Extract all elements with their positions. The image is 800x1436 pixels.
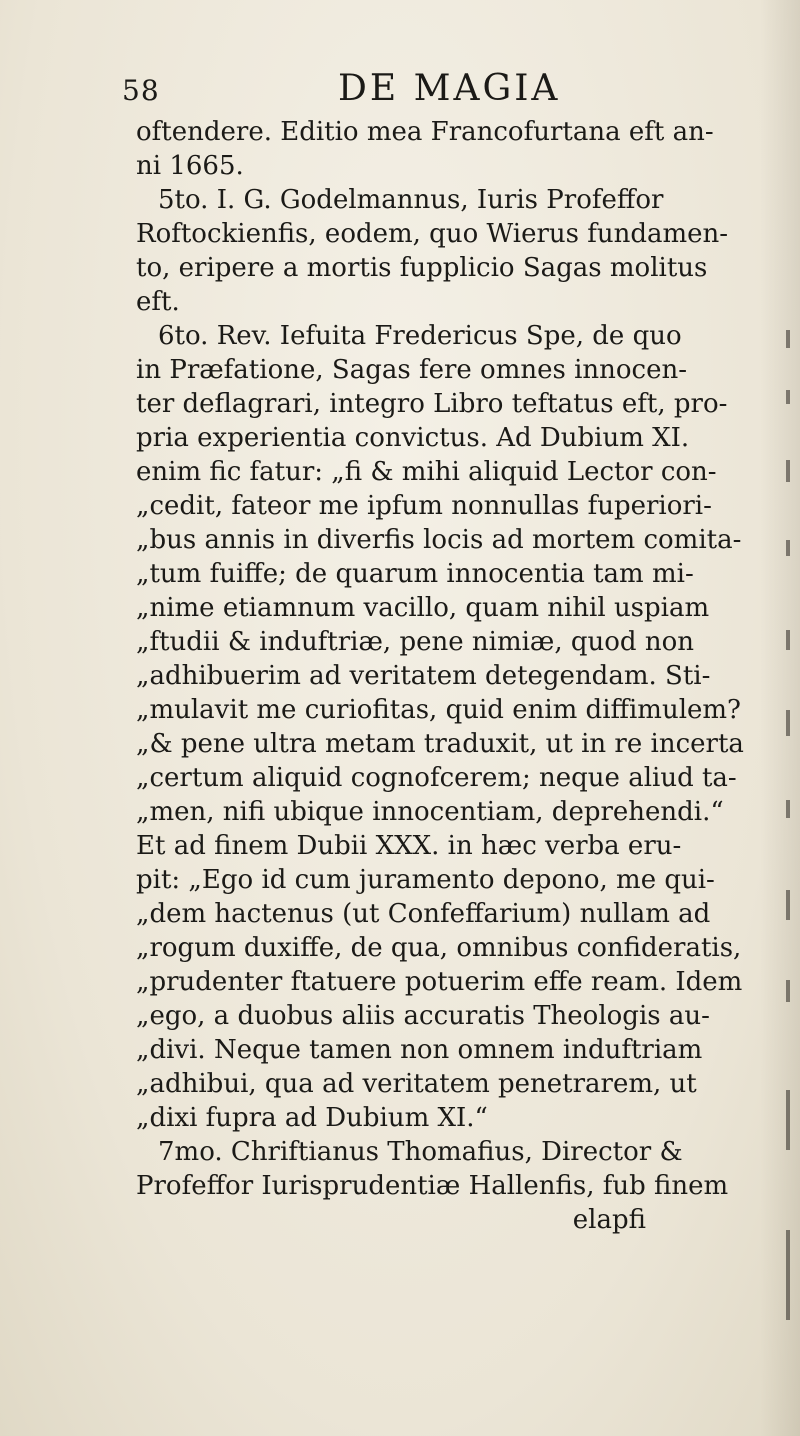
text-line: pit: „Ego id cum juramento depono, me qui- bbox=[136, 865, 715, 895]
text-line: pria experientia convictus. Ad Dubium XI. bbox=[136, 423, 690, 453]
text-line: „tum fuiffe; de quarum innocentia tam mi- bbox=[136, 559, 694, 589]
text-line: „adhibuerim ad veritatem detegendam. Sti- bbox=[136, 661, 711, 691]
text-line: „ego, a duobus aliis accuratis Theologis au- bbox=[136, 1001, 710, 1031]
text-line: oftendere. Editio mea Francofurtana eft an- bbox=[136, 117, 714, 147]
text-line: 5to. I. G. Godelmannus, Iuris Profeffor bbox=[158, 185, 664, 215]
text-line: „men, nifi ubique innocentiam, deprehendi.“ bbox=[136, 797, 724, 827]
page-number: 58 bbox=[122, 74, 160, 107]
text-line: „adhibui, qua ad veritatem penetrarem, ut bbox=[136, 1069, 697, 1099]
page-header bbox=[110, 68, 670, 108]
text-line: Et ad finem Dubii XXX. in hæc verba eru- bbox=[136, 831, 682, 861]
text-line: Profeffor Iurisprudentiæ Hallenfis, fub finem bbox=[136, 1171, 729, 1201]
text-line: Roftockienfis, eodem, quo Wierus fundamen- bbox=[136, 219, 729, 249]
text-line: „bus annis in diverfis locis ad mortem comita- bbox=[136, 525, 742, 555]
text-line: „ftudii & induftriæ, pene nimiæ, quod non bbox=[136, 627, 694, 657]
text-line: „dixi fupra ad Dubium XI.“ bbox=[136, 1103, 488, 1133]
body-text bbox=[136, 115, 776, 1237]
text-line: „divi. Neque tamen non omnem induftriam bbox=[136, 1035, 703, 1065]
text-line: „mulavit me curiofitas, quid enim diffimulem? bbox=[136, 695, 741, 725]
text-line: „prudenter ftatuere potuerim effe ream. Idem bbox=[136, 967, 743, 997]
text-line: ter deflagrari, integro Libro teftatus eft, pro- bbox=[136, 389, 728, 419]
text-line: „nime etiamnum vacillo, quam nihil uspiam bbox=[136, 593, 710, 623]
text-line: „cedit, fateor me ipfum nonnullas fuperiori- bbox=[136, 491, 712, 521]
binding-shadow-marks bbox=[786, 330, 792, 1330]
text-line: in Præfatione, Sagas fere omnes innocen- bbox=[136, 355, 688, 385]
text-line: eft. bbox=[136, 287, 180, 317]
text-line: „& pene ultra metam traduxit, ut in re incerta bbox=[136, 729, 744, 759]
text-line: „rogum duxiffe, de qua, omnibus confideratis, bbox=[136, 933, 742, 963]
text-line: 7mo. Chriftianus Thomafius, Director & bbox=[158, 1137, 683, 1167]
text-line: 6to. Rev. Iefuita Fredericus Spe, de quo bbox=[158, 321, 682, 351]
catchword: elapfi bbox=[572, 1205, 646, 1235]
running-head: DE MAGIA bbox=[338, 68, 561, 109]
text-line: ni 1665. bbox=[136, 151, 244, 181]
text-line: enim fic fatur: „fi & mihi aliquid Lector con- bbox=[136, 457, 717, 487]
text-line: „dem hactenus (ut Confeffarium) nullam ad bbox=[136, 899, 711, 929]
text-line: „certum aliquid cognofcerem; neque aliud ta- bbox=[136, 763, 737, 793]
text-line: to, eripere a mortis fupplicio Sagas molitus bbox=[136, 253, 708, 283]
